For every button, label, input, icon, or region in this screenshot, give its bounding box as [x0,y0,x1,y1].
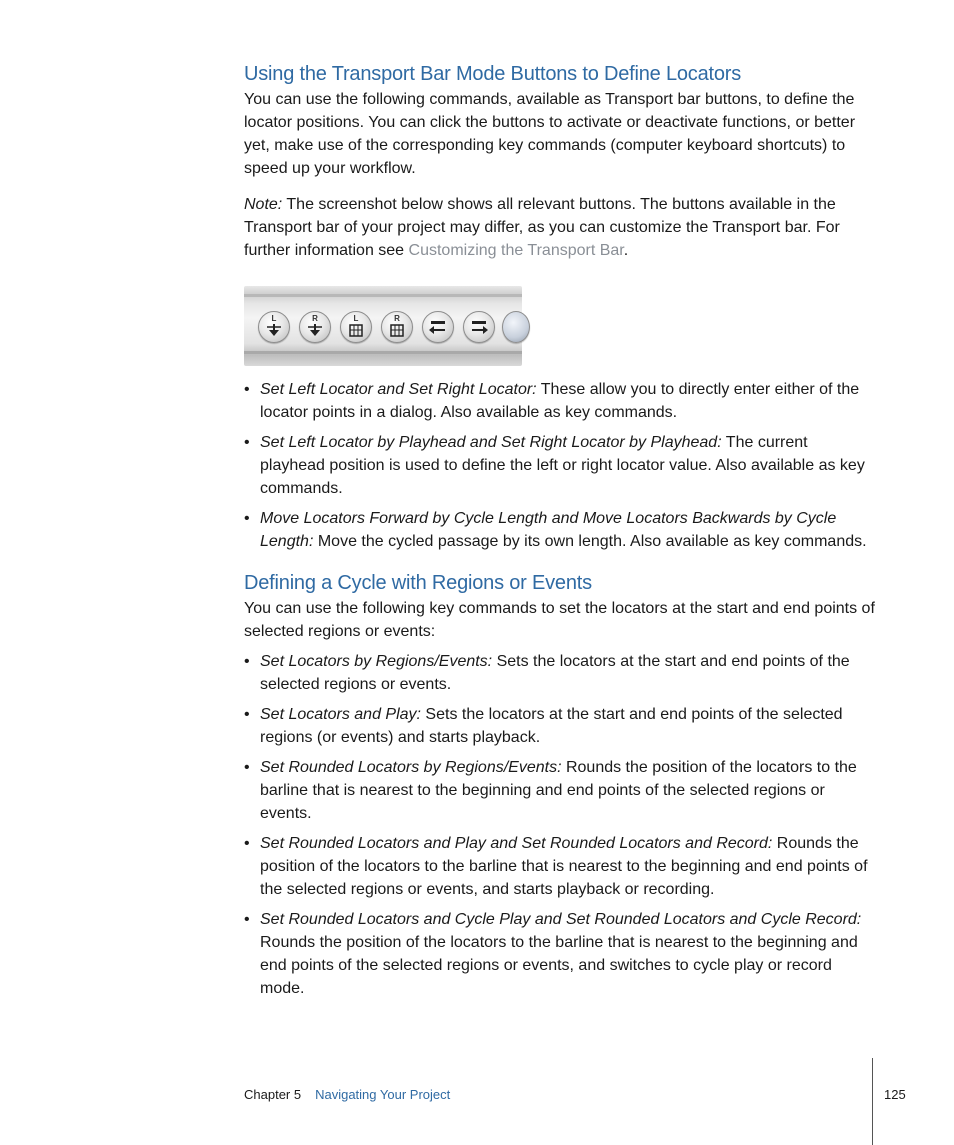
bullet-dot: • [244,835,250,852]
list-item [244,832,876,901]
command-term: Move Locators Forward by Cycle Length and Move Locators Backwards by Cycle Length: [260,510,837,550]
list-item [244,650,876,696]
command-description: Rounds the position of the locators to the barline that is nearest to the beginning and end points of the selected regions or events, and starts playback or recording. [260,835,868,898]
list-item [244,908,876,1000]
list-item [244,703,876,749]
page-content [244,62,876,1000]
bullet-dot: • [244,759,250,776]
command-description: Rounds the position of the locators to the barline that is nearest to the beginning and end points of the selected regions or events. [260,759,857,822]
page-footer [244,1087,450,1103]
note-paragraph [244,193,876,262]
button-letter: R [394,314,400,323]
chapter-title-link[interactable]: Navigating Your Project [315,1087,451,1102]
command-term: Set Left Locator and Set Right Locator: [260,381,537,398]
command-term: Set Locators and Play: [260,706,421,723]
key-commands-list [244,650,876,1000]
command-description: Sets the locators at the start and end points of the selected regions (or events) and starts playback. [260,706,843,746]
section-heading-cycle-regions: Defining a Cycle with Regions or Events [244,572,592,594]
button-letter: L [271,314,277,323]
bullet-dot: • [244,434,250,451]
toolbar-ridge [244,351,522,354]
set-left-locator-icon[interactable] [258,311,290,343]
note-period: . [623,242,629,259]
bullet-dot: • [244,381,250,398]
command-term: Set Left Locator by Playhead and Set Right Locator by Playhead: [260,434,722,451]
move-locators-forward-icon[interactable] [463,311,495,343]
bullet-dot: • [244,510,250,527]
cycle-button-partial-icon[interactable] [502,311,530,343]
command-term: Set Locators by Regions/Events: [260,653,493,670]
list-item [244,378,876,424]
command-description: Move the cycled passage by its own length. Also available as key commands. [313,533,867,550]
command-description: The current playhead position is used to define the left or right locator value. Also available as key commands. [260,434,865,497]
chapter-label: Chapter 5 [244,1087,302,1102]
set-right-locator-icon[interactable] [299,311,331,343]
command-term: Set Rounded Locators by Regions/Events: [260,759,562,776]
command-description: Rounds the position of the locators to the barline that is nearest to the beginning and end points of the selected regions or events, and switches to cycle play or record mode. [260,934,858,997]
footer-divider [872,1058,873,1145]
list-item [244,756,876,825]
button-letter: R [312,314,318,323]
set-left-locator-by-playhead-icon[interactable] [340,311,372,343]
set-right-locator-by-playhead-icon[interactable] [381,311,413,343]
note-label: Note: [244,196,283,213]
bullet-dot: • [244,911,250,928]
transport-bar-screenshot [244,286,522,366]
section2-intro: You can use the following key commands to set the locators at the start and end points of selected regions or events: [244,600,875,640]
page-number: 125 [884,1087,906,1102]
button-letter: L [353,314,359,323]
transport-commands-list [244,378,876,553]
bullet-dot: • [244,706,250,723]
move-locators-backward-icon[interactable] [422,311,454,343]
list-item [244,431,876,500]
customizing-transport-bar-link[interactable]: Customizing the Transport Bar [408,242,624,259]
note-text: The screenshot below shows all relevant buttons. The buttons available in the Transport bar of your project may differ, as you can customize the Transport bar. For further information see [244,196,840,259]
list-item [244,507,876,553]
toolbar-ridge [244,294,522,297]
command-description: Sets the locators at the start and end points of the selected regions or events. [260,653,850,693]
section-heading-transport-buttons: Using the Transport Bar Mode Buttons to Define Locators [244,63,742,85]
bullet-dot: • [244,653,250,670]
command-description: These allow you to directly enter either of the locator points in a dialog. Also available as key commands. [260,381,860,421]
intro-paragraph: You can use the following commands, available as Transport bar buttons, to define the locator positions. You can click the buttons to activate or deactivate functions, or better yet, make use of the corresponding key commands (computer keyboard shortcuts) to speed up your workflow. [244,91,856,177]
command-term: Set Rounded Locators and Play and Set Rounded Locators and Record: [260,835,773,852]
command-term: Set Rounded Locators and Cycle Play and Set Rounded Locators and Cycle Record: [260,911,862,928]
